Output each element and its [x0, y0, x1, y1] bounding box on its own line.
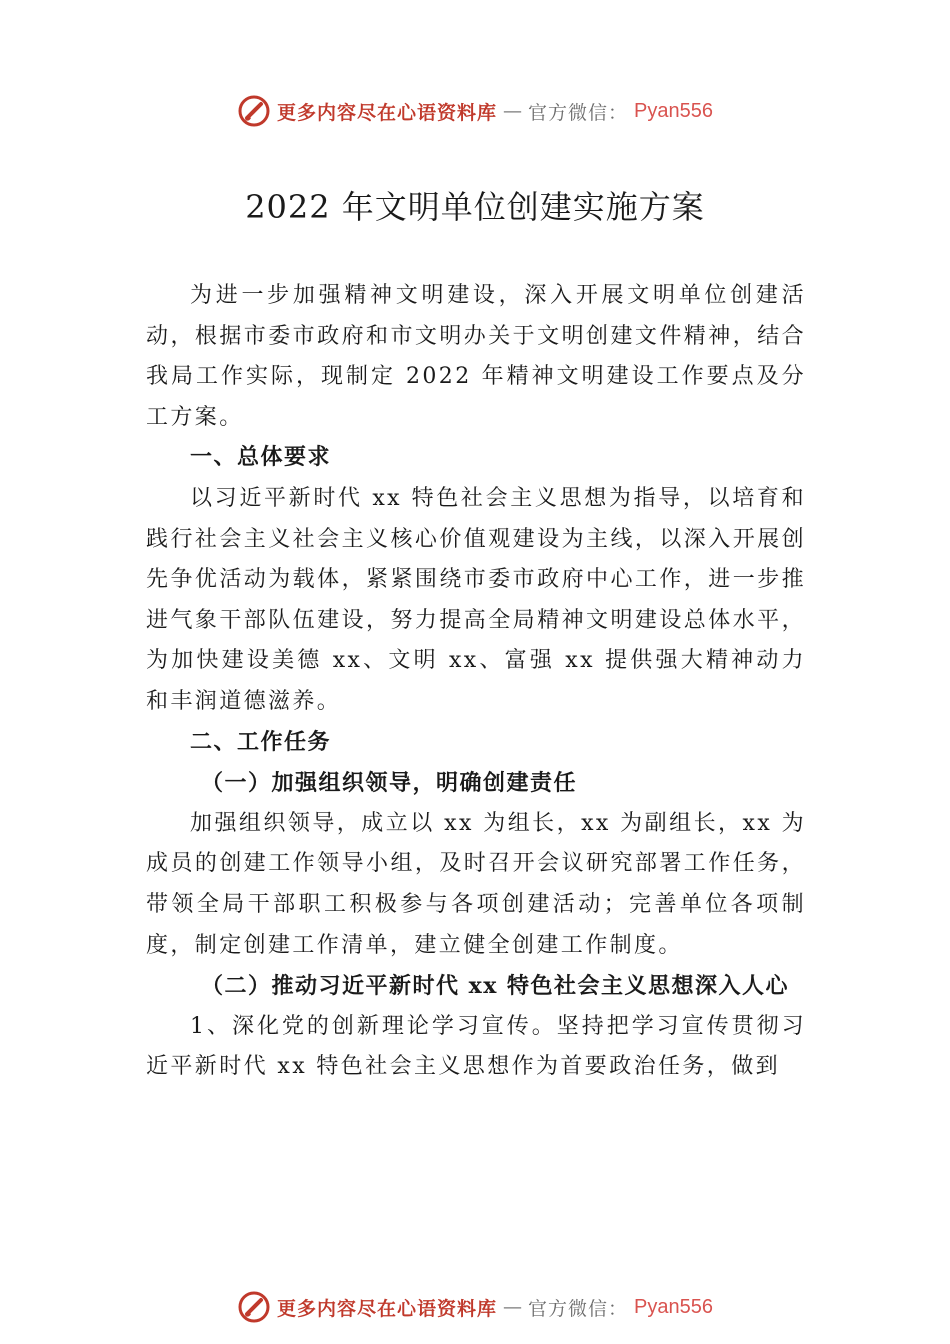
watermark-brand-text: 更多内容尽在心语资料库 [277, 1297, 498, 1320]
watermark-brand-text: 更多内容尽在心语资料库 [277, 101, 498, 124]
watermark-separator: — [503, 100, 523, 122]
watermark-wechat-id: Pyan556 [634, 99, 713, 122]
section-general-requirements-body: 以习近平新时代 xx 特色社会主义思想为指导，以培育和践行社会主义社会主义核心价值观建设为主线，以深入开展创先争优活动为载体，紧紧围绕市委市政府中心工作，进一步推进气象干部队伍建设，努力提高全局精神文明建设总体水平，为加快建设美德 xx、文明 xx、富强 xx 提供强大精神动力和丰润道德滋养。 [146, 485, 806, 714]
subsection-heading-organization: （一）加强组织领导，明确创建责任 [201, 770, 578, 797]
watermark-separator: — [503, 1296, 523, 1318]
item-theory-study-body: 1、深化党的创新理论学习宣传。坚持把学习宣传贯彻习近平新时代 xx 特色社会主义思想作为首要政治任务，做到 [146, 1013, 806, 1080]
watermark-header [0, 94, 950, 128]
watermark-wechat-label: 官方微信： [528, 1297, 629, 1320]
watermark-footer [0, 1290, 950, 1324]
subsection-organization-body: 加强组织领导，成立以 xx 为组长，xx 为副组长，xx 为成员的创建工作领导小组，及时召开会议研究部署工作任务，带领全局干部职工积极参与各项创建活动；完善单位各项制度，制定创建工作清单，建立健全创建工作制度。 [146, 810, 806, 958]
watermark-wechat-label: 官方微信： [528, 101, 629, 124]
subsection-heading-thought: （二）推动习近平新时代 xx 特色社会主义思想深入人心 [201, 973, 790, 1000]
intro-paragraph: 为进一步加强精神文明建设，深入开展文明单位创建活动，根据市委市政府和市文明办关于文明创建文件精神，结合我局工作实际，现制定 2022 年精神文明建设工作要点及分工方案。 [146, 283, 806, 430]
document-body [146, 276, 806, 1088]
brush-logo-icon [237, 94, 271, 128]
section-heading-general-requirements: 一、总体要求 [190, 445, 332, 471]
watermark-wechat-id: Pyan556 [634, 1295, 713, 1318]
section-heading-work-tasks: 二、工作任务 [190, 729, 332, 755]
brush-logo-icon [237, 1290, 271, 1324]
document-title: 2022 年文明单位创建实施方案 [245, 188, 705, 226]
